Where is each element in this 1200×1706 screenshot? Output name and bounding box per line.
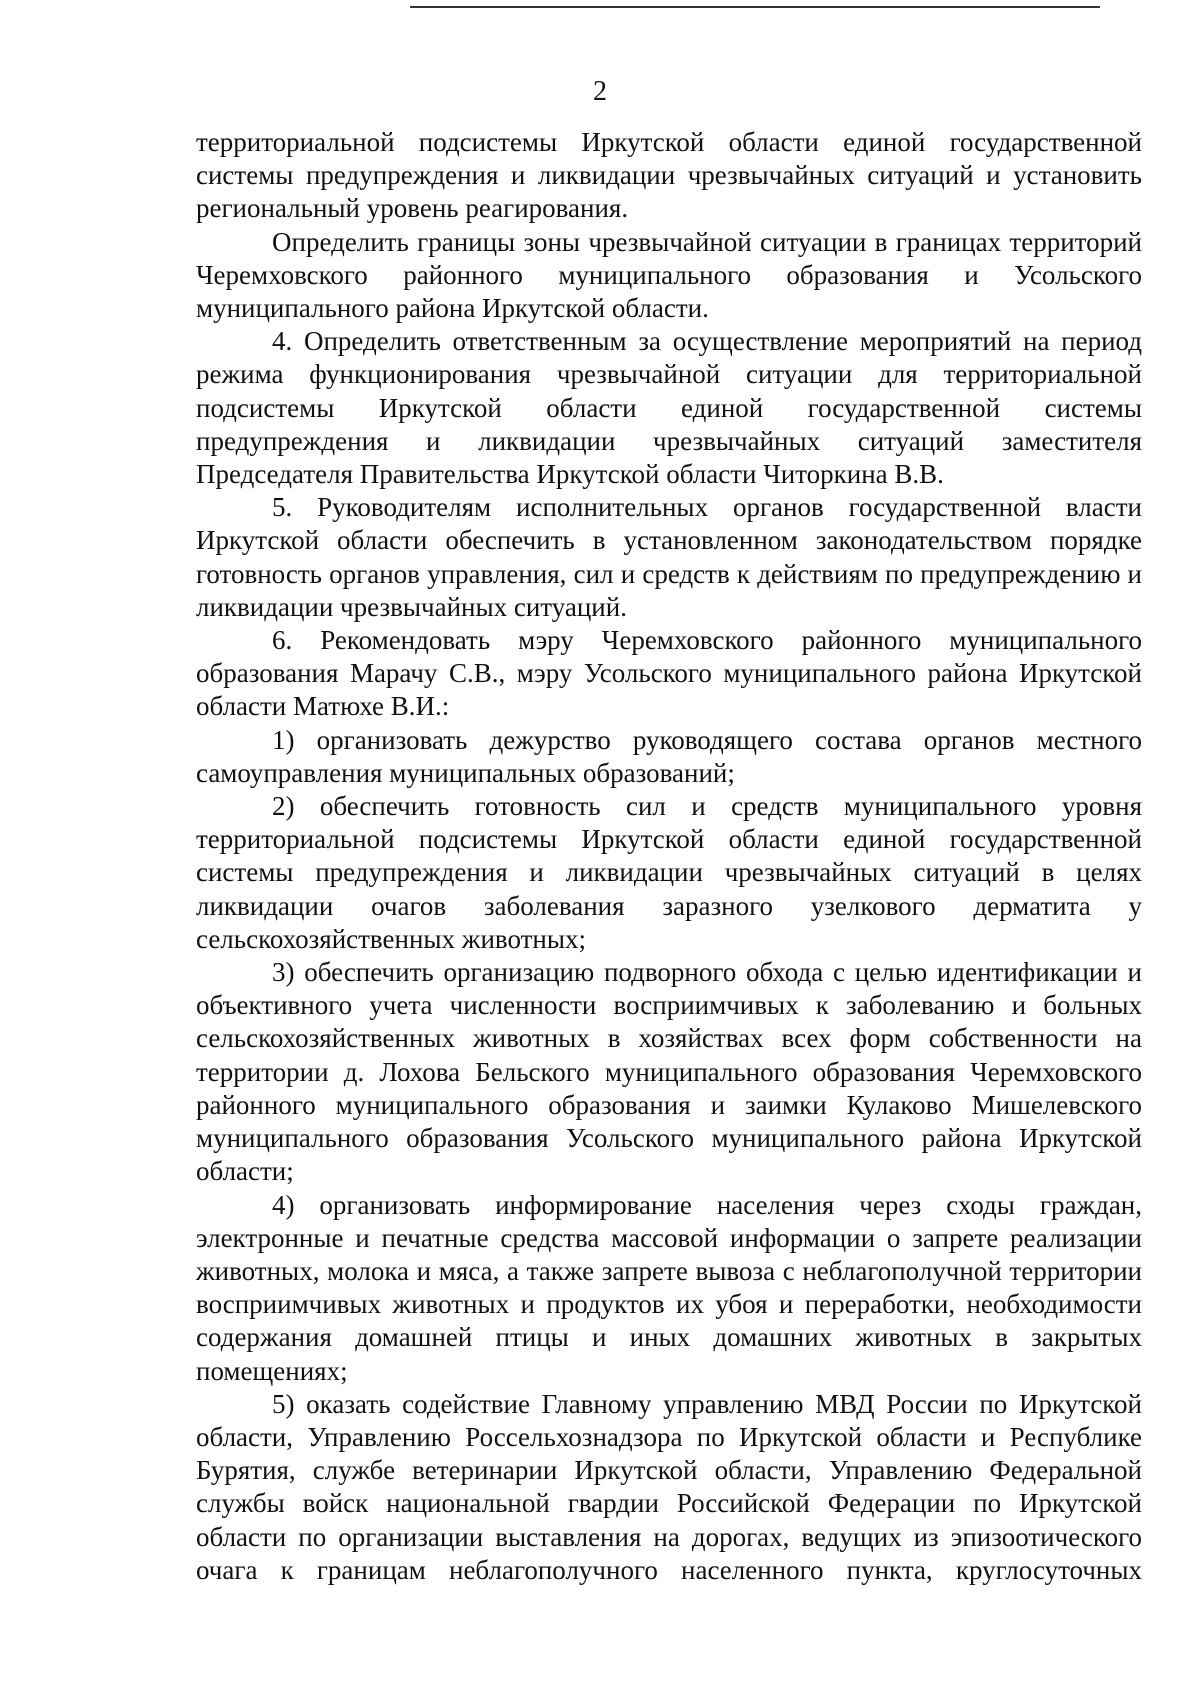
paragraph-subitem-3: 3) обеспечить организацию подворного обхода с целью идентификации и объективного учета численности восприимчивых к заболеванию и больных сельскохозяйственных животных в хозяйствах всех форм собственности на территории д. Лохова Бельского муниципального образования Черемховского районного муниципального образования и заимки Кулаково Мишелевского муниципального образования Усольского муниципального района Иркутской области; [196, 957, 1142, 1187]
paragraph-item-6: 6. Рекомендовать мэру Черемховского районного муниципального образования Марачу С.В., мэру Усольского муниципального района Иркутской области Матюхе В.И.: [196, 625, 1142, 722]
paragraph-item-4: 4. Определить ответственным за осуществление мероприятий на период режима функционирования чрезвычайной ситуации для территориальной подсистемы Иркутской области единой государственной системы предупреждения и ликвидации чрезвычайных ситуаций заместителя Председателя Правительства Иркутской области Читоркина В.В. [196, 326, 1142, 490]
paragraph-continuation: территориальной подсистемы Иркутской области единой государственной системы предупреждения и ликвидации чрезвычайных ситуаций и установить региональный уровень реагирования. [196, 127, 1142, 224]
top-rule [410, 6, 1100, 8]
paragraph-subitem-1: 1) организовать дежурство руководящего состава органов местного самоуправления муниципальных образований; [196, 724, 1142, 788]
document-body [196, 126, 1142, 1587]
page-number: 2 [593, 76, 607, 107]
paragraph-subitem-5: 5) оказать содействие Главному управлению МВД России по Иркутской области, Управлению Россельхознадзора по Иркутской области и Республике Бурятия, службе ветеринарии Иркутской области, Управлению Федеральной службы войск национальной гвардии Российской Федерации по Иркутской области по организации выставления на дорогах, ведущих из эпизоотического очага к границам неблагополучного населенного пункта, круглосуточных [196, 1388, 1142, 1585]
paragraph-emergency-zone: Определить границы зоны чрезвычайной ситуации в границах территорий Черемховского районного муниципального образования и Усольского муниципального района Иркутской области. [196, 226, 1142, 324]
paragraph-subitem-2: 2) обеспечить готовность сил и средств муниципального уровня территориальной подсистемы Иркутской области единой государственной системы предупреждения и ликвидации чрезвычайных ситуаций в целях ликвидации очагов заболевания заразного узелкового дерматита у сельскохозяйственных животных; [196, 791, 1142, 954]
paragraph-item-5: 5. Руководителям исполнительных органов государственной власти Иркутской области обеспечить в установленном законодательством порядке готовность органов управления, сил и средств к действиям по предупреждению и ликвидации чрезвычайных ситуаций. [196, 492, 1142, 622]
paragraph-subitem-4: 4) организовать информирование населения через сходы граждан, электронные и печатные средства массовой информации о запрете реализации животных, молока и мяса, а также запрете вывоза с неблагополучной территории восприимчивых животных и продуктов их убоя и переработки, необходимости содержания домашней птицы и иных домашних животных в закрытых помещениях; [196, 1189, 1142, 1386]
